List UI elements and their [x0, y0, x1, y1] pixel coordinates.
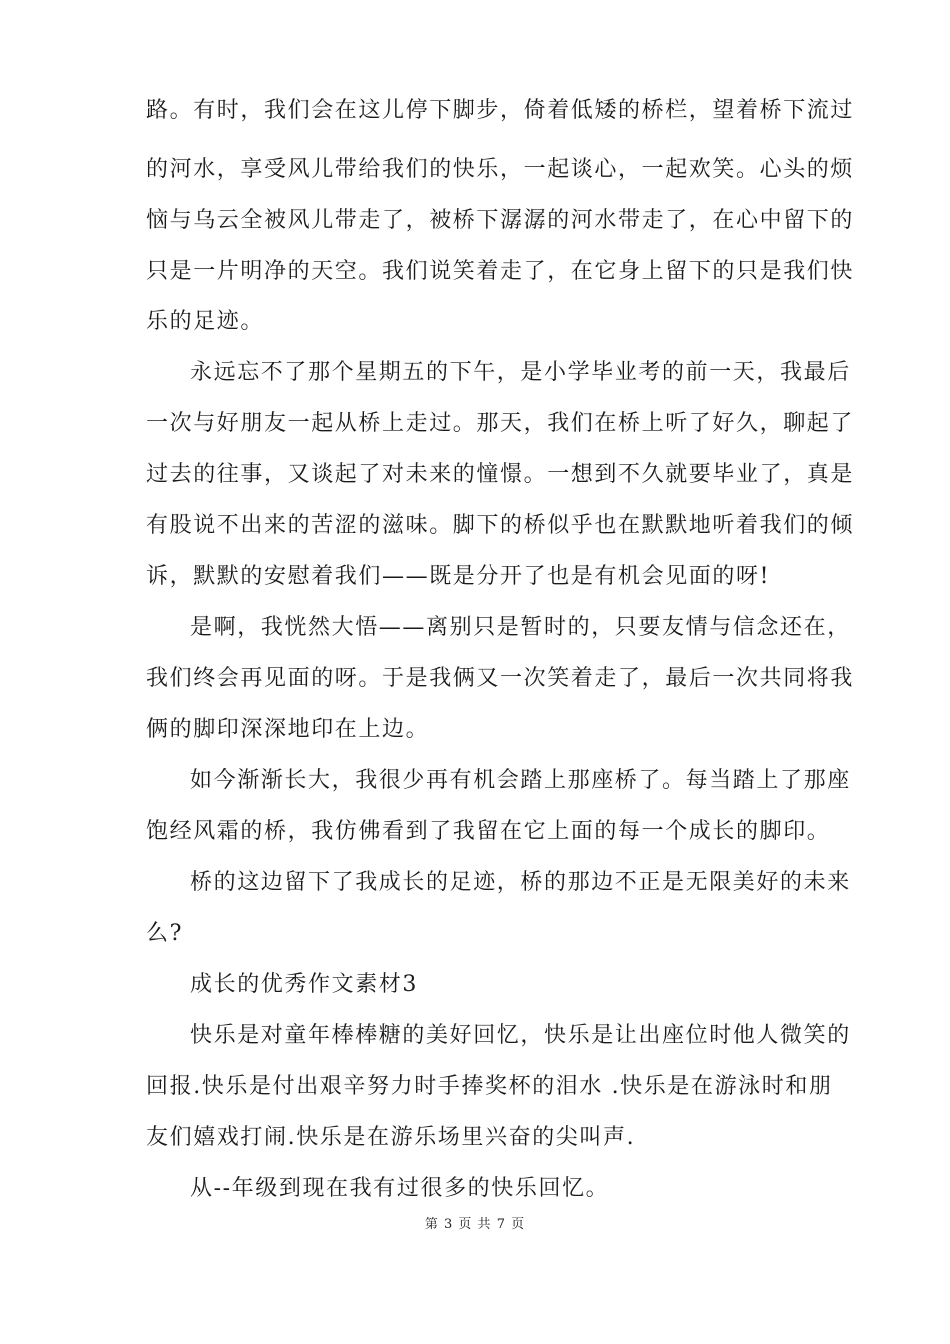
- paragraph-line: 回报.快乐是付出艰辛努力时手捧奖杯的泪水 .快乐是在游泳时和朋: [146, 1074, 833, 1099]
- paragraph-line: 快乐是对童年棒棒糖的美好回忆，快乐是让出座位时他人微笑的: [190, 1023, 851, 1048]
- paragraph-line: 有股说不出来的苦涩的滋味。脚下的桥似乎也在默默地听着我们的倾: [146, 513, 855, 538]
- paragraph-line: 是啊，我恍然大悟——离别只是暂时的，只要友情与信念还在，: [190, 615, 851, 640]
- paragraph-line: 俩的脚印深深地印在上边。: [146, 717, 430, 742]
- paragraph-line: 永远忘不了那个星期五的下午，是小学毕业考的前一天，我最后: [190, 360, 851, 385]
- paragraph-line: 只是一片明净的天空。我们说笑着走了，在它身上留下的只是我们快: [146, 259, 855, 284]
- paragraph-line: 路。有时，我们会在这儿停下脚步，倚着低矮的桥栏，望着桥下流过: [146, 98, 855, 123]
- paragraph-line: 如今渐渐长大，我很少再有机会踏上那座桥了。每当踏上了那座: [190, 768, 851, 793]
- section-heading: 成长的优秀作文素材3: [190, 972, 418, 997]
- paragraph-line: 一次与好朋友一起从桥上走过。那天，我们在桥上听了好久，聊起了: [146, 411, 855, 436]
- paragraph-line: 过去的往事，又谈起了对未来的憧憬。一想到不久就要毕业了，真是: [146, 462, 855, 487]
- paragraph-line: 么?: [146, 921, 183, 946]
- paragraph-line: 友们嬉戏打闹.快乐是在游乐场里兴奋的尖叫声.: [146, 1125, 636, 1150]
- paragraph-line: 桥的这边留下了我成长的足迹，桥的那边不正是无限美好的未来: [190, 870, 851, 895]
- page-number-footer: 第 3 页 共 7 页: [424, 1217, 526, 1232]
- paragraph-line: 我们终会再见面的呀。于是我俩又一次笑着走了，最后一次共同将我: [146, 666, 855, 691]
- paragraph-line: 诉，默默的安慰着我们——既是分开了也是有机会见面的呀!: [146, 564, 771, 589]
- paragraph-line: 恼与乌云全被风儿带走了，被桥下潺潺的河水带走了，在心中留下的: [146, 208, 855, 233]
- paragraph-line: 从--年级到现在我有过很多的快乐回忆。: [190, 1176, 610, 1201]
- paragraph-line: 乐的足迹。: [146, 309, 265, 334]
- paragraph-line: 饱经风霜的桥，我仿佛看到了我留在它上面的每一个成长的脚印。: [146, 819, 831, 844]
- paragraph-line: 的河水，享受风儿带给我们的快乐，一起谈心，一起欢笑。心头的烦: [146, 157, 855, 182]
